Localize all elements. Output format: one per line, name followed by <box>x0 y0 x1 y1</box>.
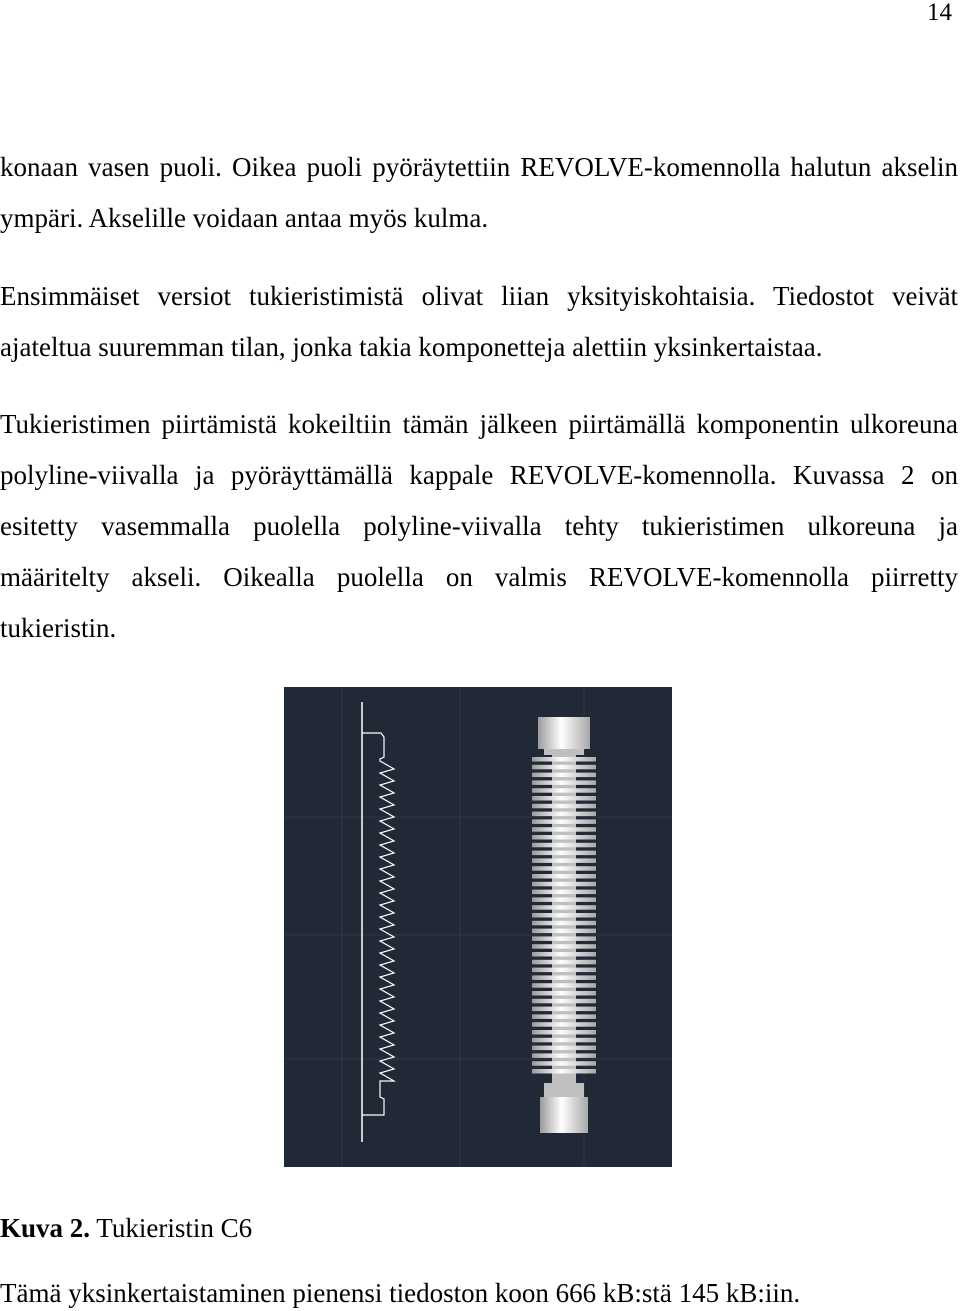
shed <box>532 929 596 934</box>
shed <box>532 858 596 863</box>
shed <box>532 866 596 871</box>
caption-label: Kuva 2. <box>0 1213 91 1243</box>
paragraph-2: Ensimmäiset versiot tukieristimistä olivat liian yksityiskohtaisia. Tiedostot veivät ajateltua suuremman tilan, jonka takia komponetteja alettiin yksinkertaistaa. <box>0 281 958 362</box>
polyline-profile <box>362 733 394 1115</box>
shed <box>532 905 596 910</box>
shed <box>532 1030 596 1035</box>
page-number: 14 <box>927 0 952 26</box>
shed <box>532 1014 596 1019</box>
polyline-outline <box>362 702 394 1142</box>
shed <box>532 960 596 965</box>
shed <box>532 827 596 832</box>
shed <box>532 968 596 973</box>
shed <box>532 835 596 840</box>
shed <box>532 983 596 988</box>
shed <box>532 890 596 895</box>
shed <box>532 936 596 941</box>
top-cap <box>538 717 590 749</box>
caption-text: Tukieristin C6 <box>90 1213 253 1243</box>
cad-drawing <box>284 687 672 1167</box>
shed <box>532 991 596 996</box>
shed <box>532 819 596 824</box>
shed <box>532 773 596 778</box>
revolved-insulator <box>532 717 596 1133</box>
paragraph-3: Tukieristimen piirtämistä kokeiltiin tämän jälkeen piirtämällä komponentin ulkoreuna polyline-viivalla ja pyöräyttämällä kappale REVOLVE-komennolla. Kuvassa 2 on esitetty vasemmalla puolella polyline-viivalla tehty tukieristimen ulkoreuna ja määritelty akseli. Oikealla puolella on valmis REVOLVE-komennolla piirretty tukieristin. <box>0 409 958 643</box>
shed <box>532 1007 596 1012</box>
bottom-neck <box>544 1083 584 1097</box>
shed <box>532 1061 596 1066</box>
figure-caption <box>0 1208 252 1248</box>
shed <box>532 882 596 887</box>
closing-paragraph: Tämä yksinkertaistaminen pienensi tiedoston koon 666 kB:stä 145 kB:iin. <box>0 1278 801 1308</box>
shed <box>532 921 596 926</box>
shed <box>532 804 596 809</box>
shed <box>532 1046 596 1051</box>
bottom-cap <box>540 1097 588 1133</box>
shed <box>532 796 596 801</box>
shed <box>532 1022 596 1026</box>
shed <box>532 788 596 793</box>
shed <box>532 1069 596 1074</box>
shed <box>532 897 596 902</box>
shed <box>532 1053 596 1058</box>
cad-grid <box>284 687 672 1167</box>
shed <box>532 975 596 980</box>
shed <box>532 851 596 856</box>
shed <box>532 999 596 1004</box>
shed <box>532 1038 596 1043</box>
shed <box>532 913 596 918</box>
shed <box>532 765 596 770</box>
shed <box>532 812 596 817</box>
paragraph-1: konaan vasen puoli. Oikea puoli pyöräytettiin REVOLVE-komennolla halutun akselin ympäri. Akselille voidaan antaa myös kulma. <box>0 152 958 233</box>
shed <box>532 757 596 762</box>
shed <box>532 780 596 785</box>
shed <box>532 843 596 848</box>
shed <box>532 944 596 949</box>
shed <box>532 874 596 879</box>
shed <box>532 952 596 957</box>
figure-cad-viewport <box>284 687 672 1167</box>
